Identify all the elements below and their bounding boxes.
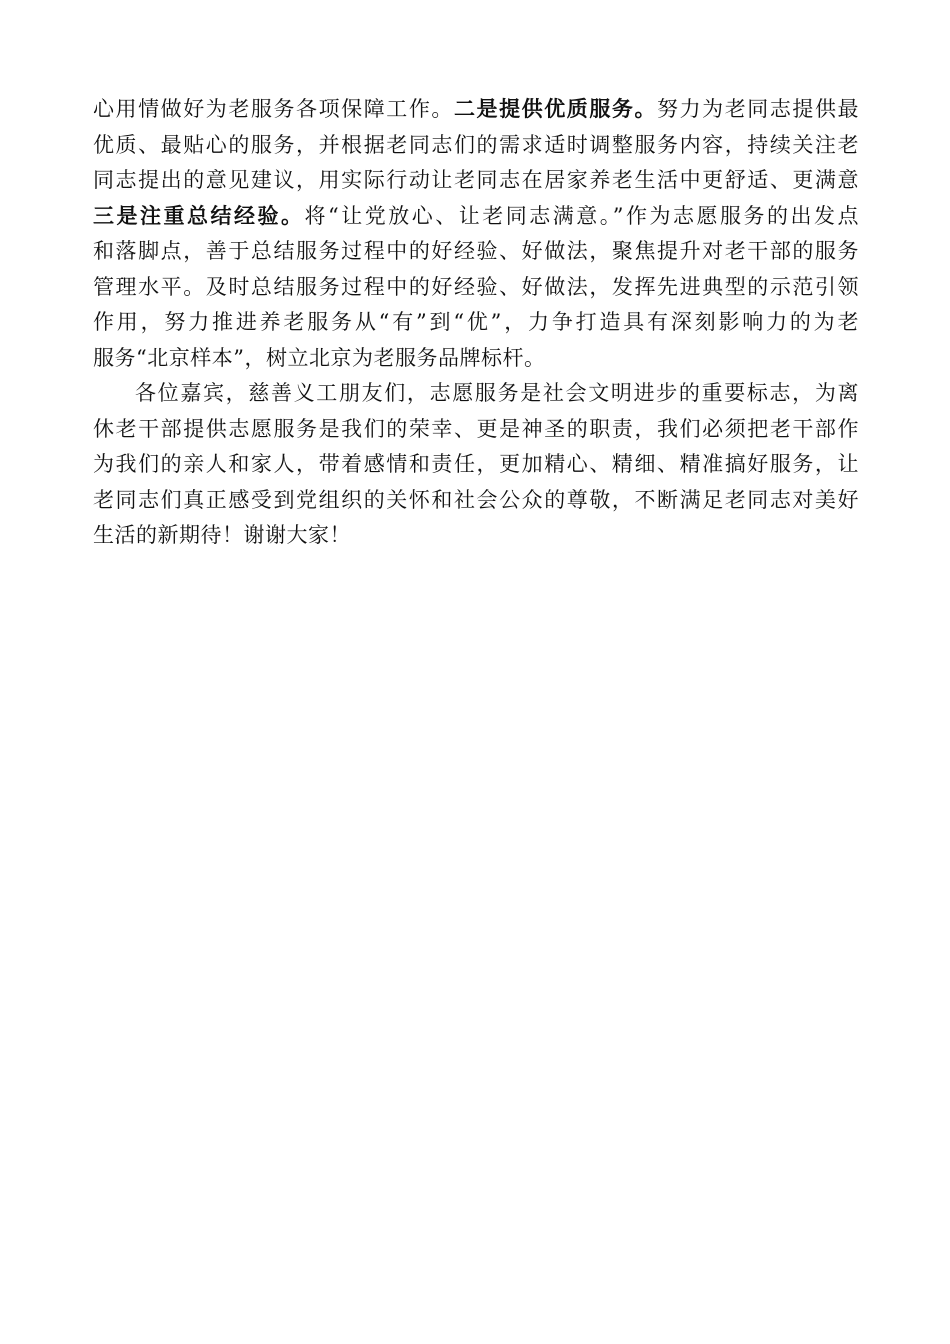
text-line <box>93 199 859 235</box>
text-run: 将“让党放心、让老同志满意。”作为志愿服务的出发点 <box>304 203 859 228</box>
text-line: 服务“北京样本”，树立北京为老服务品牌标杆。 <box>93 345 546 370</box>
text-line: 老同志们真正感受到党组织的关怀和社会公众的尊敬，不断满足老同志对美好 <box>93 487 859 512</box>
paragraph-first-line: 各位嘉宾，慈善义工朋友们，志愿服务是社会文明进步的重要标志，为离 <box>135 381 859 405</box>
body-text <box>93 92 859 554</box>
text-run: 努力为老同志提供最 <box>657 97 859 121</box>
text-line: 作用，努力推进养老服务从“有”到“优”，力争打造具有深刻影响力的为老 <box>93 310 859 334</box>
text-line: 生活的新期待！谢谢大家！ <box>93 523 351 547</box>
bold-heading-run: 二是提供优质服务。 <box>453 97 658 121</box>
text-line: 休老干部提供志愿服务是我们的荣幸、更是神圣的职责，我们必须把老干部作 <box>93 416 859 441</box>
text-line: 同志提出的意见建议，用实际行动让老同志在居家养老生活中更舒适、更满意 <box>93 168 859 192</box>
bold-heading-run: 三是注重总结经验。 <box>93 203 305 228</box>
text-line <box>93 92 859 128</box>
text-line: 优质、最贴心的服务，并根据老同志们的需求适时调整服务内容，持续关注老 <box>93 132 859 157</box>
text-run: 心用情做好为老服务各项保障工作。 <box>93 97 454 121</box>
text-line: 管理水平。及时总结服务过程中的好经验、好做法，发挥先进典型的示范引领 <box>93 274 859 299</box>
text-line: 为我们的亲人和家人，带着感情和责任，更加精心、精细、精准搞好服务，让 <box>93 452 859 476</box>
text-line: 和落脚点，善于总结服务过程中的好经验、好做法，聚焦提升对老干部的服务 <box>93 239 859 263</box>
